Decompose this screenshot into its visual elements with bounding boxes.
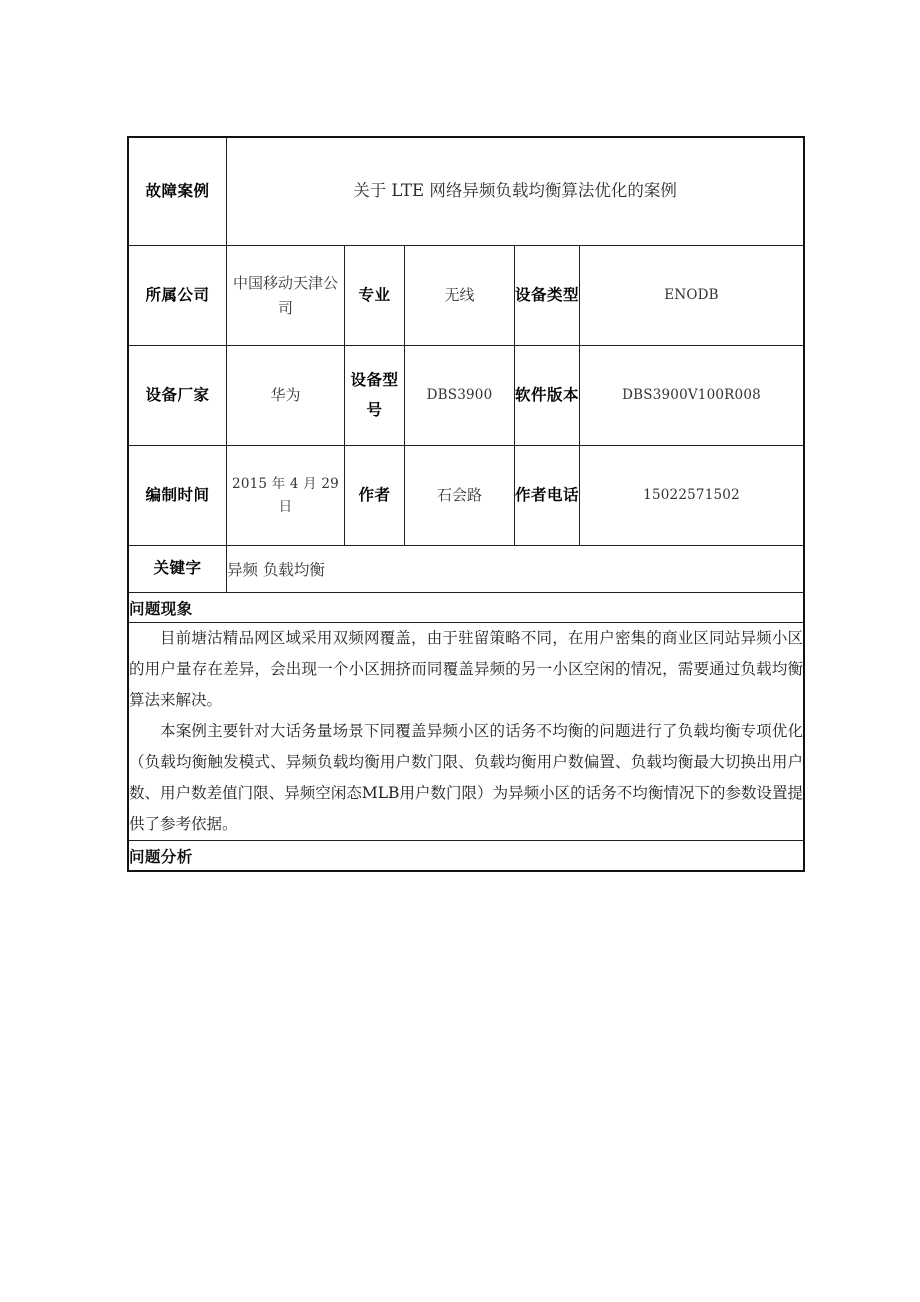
table-row-company bbox=[129, 246, 804, 346]
table-row-keywords bbox=[129, 546, 804, 593]
label-specialty: 专业 bbox=[345, 246, 405, 346]
value-company: 中国移动天津公司 bbox=[227, 246, 345, 346]
value-software-version: DBS3900V100R008 bbox=[580, 346, 804, 446]
value-device-model: DBS3900 bbox=[405, 346, 515, 446]
label-company: 所属公司 bbox=[129, 246, 227, 346]
table-row-date bbox=[129, 446, 804, 546]
value-device-type: ENODB bbox=[580, 246, 804, 346]
value-vendor: 华为 bbox=[227, 346, 345, 446]
value-keywords: 异频 负载均衡 bbox=[227, 546, 804, 593]
table-row-title bbox=[129, 138, 804, 246]
table-row-vendor bbox=[129, 346, 804, 446]
label-vendor: 设备厂家 bbox=[129, 346, 227, 446]
label-author: 作者 bbox=[345, 446, 405, 546]
label-case-title: 故障案例 bbox=[129, 138, 227, 246]
section-heading-analysis: 问题分析 bbox=[129, 841, 804, 871]
label-compile-date: 编制时间 bbox=[129, 446, 227, 546]
case-info-table bbox=[128, 137, 804, 871]
label-software-version: 软件版本 bbox=[515, 346, 580, 446]
label-device-type: 设备类型 bbox=[515, 246, 580, 346]
paragraph-phenomenon-2: 本案例主要针对大话务量场景下同覆盖异频小区的话务不均衡的问题进行了负载均衡专项优化（负载均衡触发模式、异频负载均衡用户数门限、负载均衡用户数偏置、负载均衡最大切换出用户数、用户数差值门限、异频空闲态MLB用户数门限）为异频小区的话务不均衡情况下的参数设置提供了参考依据。 bbox=[129, 722, 804, 833]
section-heading-phenomenon: 问题现象 bbox=[129, 593, 804, 623]
value-specialty: 无线 bbox=[405, 246, 515, 346]
paragraph-phenomenon-1: 目前塘沽精品网区域采用双频网覆盖，由于驻留策略不同，在用户密集的商业区同站异频小区的用户量存在差异，会出现一个小区拥挤而同覆盖异频的另一小区空闲的情况，需要通过负载均衡算法来解决。 bbox=[129, 629, 804, 709]
label-author-phone: 作者电话 bbox=[515, 446, 580, 546]
value-author-phone: 15022571502 bbox=[580, 446, 804, 546]
value-case-title: 关于 LTE 网络异频负载均衡算法优化的案例 bbox=[227, 138, 804, 246]
label-device-model: 设备型号 bbox=[345, 346, 405, 446]
value-author: 石会路 bbox=[405, 446, 515, 546]
table-row-analysis-heading bbox=[129, 841, 804, 871]
table-row-phenomenon-body bbox=[129, 623, 804, 841]
table-row-phenomenon-heading bbox=[129, 593, 804, 623]
label-keywords: 关键字 bbox=[129, 546, 227, 593]
value-compile-date: 2015 年 4 月 29 日 bbox=[227, 446, 345, 546]
section-body-phenomenon bbox=[129, 623, 804, 841]
